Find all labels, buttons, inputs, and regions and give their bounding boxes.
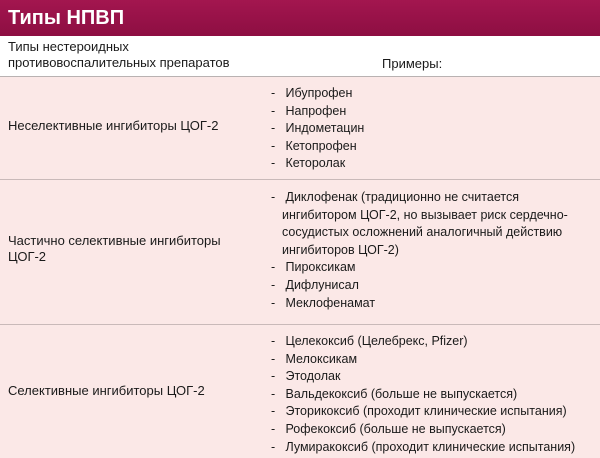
example-text: Лумиракоксиб (проходит клинические испытания)	[285, 439, 576, 454]
example-text: Этодолак	[285, 369, 341, 384]
bullet-dash: -	[271, 439, 276, 454]
example-text: Напрофен	[285, 103, 347, 118]
examples-list	[271, 189, 596, 312]
page-title: Типы НПВП	[0, 0, 600, 36]
list-item	[271, 189, 596, 259]
list-item	[271, 85, 596, 103]
bullet-dash: -	[271, 369, 276, 384]
row-category: Частично селективные ингибиторы ЦОГ-2	[8, 233, 221, 264]
example-text: Пироксикам	[285, 260, 356, 275]
list-item	[271, 295, 596, 313]
bullet-dash: -	[271, 103, 276, 118]
row-category: Селективные ингибиторы ЦОГ-2	[8, 383, 205, 398]
list-item	[271, 138, 596, 156]
bullet-dash: -	[271, 190, 276, 204]
list-item	[271, 259, 596, 277]
bullet-dash: -	[271, 121, 276, 136]
examples-list	[271, 85, 596, 173]
list-item	[271, 333, 596, 351]
row-category: Неселективные ингибиторы ЦОГ-2	[8, 118, 219, 133]
examples-list	[271, 333, 596, 456]
list-item	[271, 351, 596, 369]
header-drug-types-line2: противовоспалительных препаратов	[8, 55, 230, 70]
table-row	[0, 77, 600, 180]
bullet-dash: -	[271, 138, 276, 153]
example-text: Кеторолак	[285, 156, 346, 171]
table-row	[0, 326, 600, 458]
list-item	[271, 368, 596, 386]
list-item	[271, 386, 596, 404]
header-examples: Примеры:	[382, 56, 443, 71]
example-text: Мелоксикам	[285, 351, 358, 366]
example-text: Ибупрофен	[285, 86, 353, 100]
bullet-dash: -	[271, 421, 276, 436]
example-text: Целекоксиб (Целебрекс, Pfizer)	[285, 334, 468, 348]
bullet-dash: -	[271, 277, 276, 292]
list-item	[271, 403, 596, 421]
example-text: Эторикоксиб (проходит клинические испытания)	[285, 404, 567, 419]
example-text: Вальдекоксиб (больше не выпускается)	[285, 386, 518, 401]
list-item	[271, 120, 596, 138]
bullet-dash: -	[271, 86, 276, 100]
bullet-dash: -	[271, 260, 276, 275]
example-text: Кетопрофен	[285, 138, 357, 153]
example-text: Диклофенак (традиционно не считается ингибитором ЦОГ-2, но вызывает риск сердечно-сосудистых осложнений аналогичный действию ингибиторов ЦОГ-2)	[282, 190, 568, 257]
bullet-dash: -	[271, 351, 276, 366]
list-item	[271, 439, 596, 457]
example-text: Меклофенамат	[285, 295, 376, 310]
example-text: Дифлунисал	[285, 277, 359, 292]
bullet-dash: -	[271, 156, 276, 171]
bullet-dash: -	[271, 386, 276, 401]
list-item	[271, 103, 596, 121]
list-item	[271, 421, 596, 439]
bullet-dash: -	[271, 404, 276, 419]
table-row	[0, 181, 600, 325]
bullet-dash: -	[271, 295, 276, 310]
bullet-dash: -	[271, 334, 276, 348]
list-item	[271, 155, 596, 173]
header-drug-types-line1: Типы нестероидных	[8, 39, 129, 54]
table-header	[0, 36, 600, 77]
example-text: Рофекоксиб (больше не выпускается)	[285, 421, 506, 436]
header-drug-types	[8, 39, 288, 71]
example-text: Индометацин	[285, 121, 365, 136]
list-item	[271, 277, 596, 295]
